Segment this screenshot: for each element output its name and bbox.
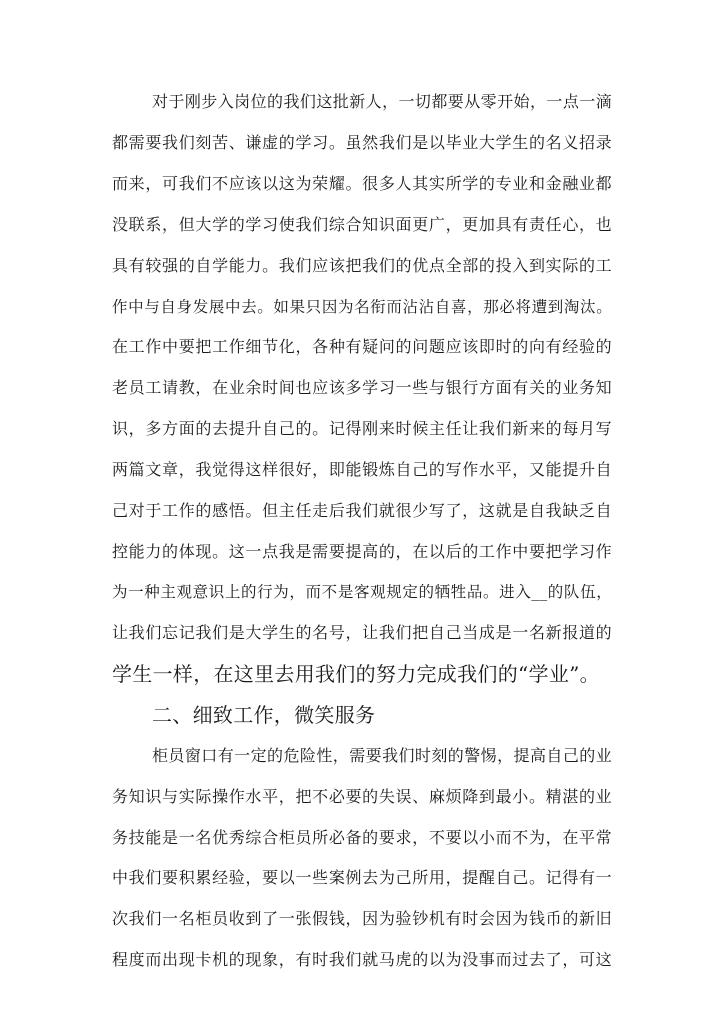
text-line: 中我们要积累经验，要以一些案例去为己所用，提醒自己。记得有一 (112, 868, 612, 887)
text-line: 都需要我们刻苦、谦虚的学习。虽然我们是以毕业大学生的名义招录 (112, 133, 612, 152)
text-line: 作中与自身发展中去。如果只因为名衔而沾沾自喜，那必将遭到淘汰。 (112, 298, 612, 316)
text-line: 让我们忘记我们是大学生的名号，让我们把自己当成是一名新报道的 (112, 623, 612, 642)
text-line: 控能力的体现。这一点我是需要提高的，在以后的工作中要把学习作 (112, 542, 612, 561)
text-line: 老员工请教，在业余时间也应该多学习一些与银行方面有关的业务知 (112, 378, 612, 397)
text-line: 识，多方面的去提升自己的。记得刚来时候主任让我们新来的每月写 (112, 419, 612, 438)
text-line: 学生一样，在这里去用我们的努力完成我们的“学业”。 (112, 662, 600, 686)
text-line: 己对于工作的感悟。但主任走后我们就很少写了，这就是自我缺乏自 (112, 501, 612, 520)
text-line: 没联系，但大学的学习使我们综合知识面更广，更加具有责任心，也 (112, 215, 612, 234)
text-line: 务知识与实际操作水平，把不必要的失误、麻烦降到最小。精湛的业 (112, 787, 612, 806)
text-line: 在工作中要把工作细节化，各种有疑问的问题应该即时的向有经验的 (112, 337, 612, 356)
text-line: 程度而出现卡机的现象，有时我们就马虎的以为没事而过去了，可这 (112, 950, 612, 969)
text-line: 柜员窗口有一定的危险性，需要我们时刻的警惕，提高自己的业 (152, 746, 612, 765)
text-line: 为一种主观意识上的行为，而不是客观规定的牺牲品。进入__的队伍， (112, 583, 612, 601)
text-line: 次我们一名柜员收到了一张假钱，因为验钞机有时会因为钱币的新旧 (112, 909, 612, 928)
text-line: 对于刚步入岗位的我们这批新人，一切都要从零开始，一点一滴 (152, 92, 612, 111)
text-line: 两篇文章，我觉得这样很好，即能锻炼自己的写作水平，又能提升自 (112, 460, 612, 479)
text-line: 务技能是一名优秀综合柜员所必备的要求，不要以小而不为，在平常 (112, 828, 612, 847)
text-line: 而来，可我们不应该以这为荣耀。很多人其实所学的专业和金融业都 (112, 174, 612, 193)
text-line: 具有较强的自学能力。我们应该把我们的优点全部的投入到实际的工 (112, 256, 612, 275)
section-heading: 二、细致工作，微笑服务 (152, 703, 376, 727)
